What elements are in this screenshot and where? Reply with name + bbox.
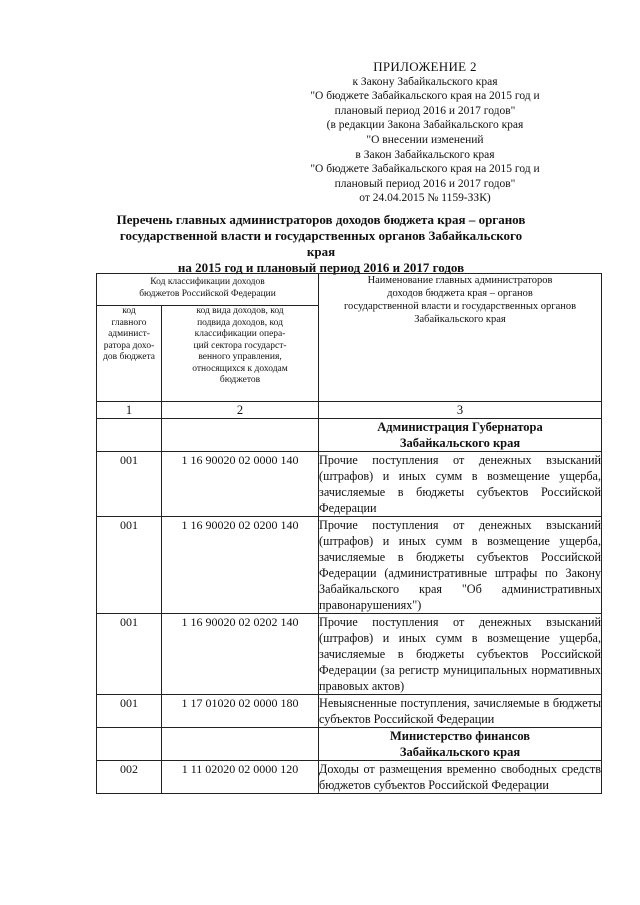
appendix-line: плановый период 2016 и 2017 годов": [334, 104, 516, 117]
admin-code: 001: [97, 452, 162, 517]
revenue-code: 1 17 01020 02 0000 180: [162, 695, 319, 728]
revenue-code: 1 16 90020 02 0000 140: [162, 452, 319, 517]
header-text: главного: [111, 317, 147, 328]
table-header-row: [97, 274, 602, 306]
appendix-line: "О внесении изменений: [366, 133, 484, 146]
appendix-line: в Закон Забайкальского края: [355, 148, 495, 161]
appendix-block: [300, 60, 550, 206]
appendix-line: ПРИЛОЖЕНИЕ 2: [373, 59, 477, 74]
header-text: код вида доходов, код: [196, 306, 284, 316]
column-number: 1: [97, 402, 162, 419]
section-title-line: Министерство финансов: [389, 729, 531, 743]
header-text: код: [122, 306, 136, 316]
column-number: 2: [162, 402, 319, 419]
revenue-name: Доходы от размещения временно свободных средств бюджетов субъектов Российской Федерации: [319, 762, 602, 792]
table-row: [97, 695, 602, 728]
title-line: Перечень главных администраторов доходов бюджета края – органов: [116, 212, 526, 227]
appendix-line: от 24.04.2015 № 1159-ЗЗК): [359, 192, 491, 205]
section-title-line: Администрация Губернатора: [377, 420, 543, 434]
table-row: [97, 761, 602, 794]
header-text: государственной власти и государственных органов: [343, 301, 577, 312]
appendix-line: к Закону Забайкальского края: [352, 75, 498, 88]
section-title: [319, 419, 602, 452]
section-header-row: [97, 419, 602, 452]
appendix-line: плановый период 2016 и 2017 годов": [334, 177, 516, 190]
admin-code: 001: [97, 614, 162, 695]
title-line: на 2015 год и плановый период 2016 и 2017 годов: [177, 260, 465, 275]
table-row: [97, 614, 602, 695]
column-number-row: [97, 402, 602, 419]
revenue-name: Невыясненные поступления, зачисляемые в бюджеты субъектов Российской Федерации: [319, 696, 602, 726]
header-text: доходов бюджета края – органов: [387, 288, 533, 299]
header-col2: [162, 306, 319, 402]
admin-code: 001: [97, 517, 162, 614]
appendix-line: "О бюджете Забайкальского края на 2015 год и: [310, 90, 540, 103]
header-text: бюджетов: [219, 375, 261, 385]
revenue-code: 1 16 90020 02 0202 140: [162, 614, 319, 695]
appendix-line: "О бюджете Забайкальского края на 2015 год и: [310, 163, 540, 176]
section-title: [319, 728, 602, 761]
header-text: дов бюджета: [103, 352, 155, 362]
section-header-row: [97, 728, 602, 761]
header-col3: [319, 274, 602, 402]
revenue-code: 1 16 90020 02 0200 140: [162, 517, 319, 614]
header-col1: [97, 306, 162, 402]
header-text: Наименование главных администраторов: [367, 275, 553, 286]
admin-code: 002: [97, 761, 162, 794]
revenue-name: Прочие поступления от денежных взысканий (штрафов) и иных сумм в возмещение ущерба, зачисляемые в бюджеты субъектов Российской Федерации: [319, 453, 602, 515]
header-text: ратора дохо-: [103, 340, 155, 351]
table-row: [97, 452, 602, 517]
table-row: [97, 517, 602, 614]
header-text: классификации опера-: [194, 329, 286, 339]
appendix-line: (в редакции Закона Забайкальского края: [326, 119, 524, 132]
header-text: Код классификации доходов: [150, 277, 265, 287]
header-text: относящихся к доходам: [192, 363, 288, 374]
section-title-line: Забайкальского края: [399, 745, 521, 759]
header-text: ций сектора государст-: [193, 340, 287, 351]
header-classification-group: [97, 274, 319, 306]
revenue-name: Прочие поступления от денежных взысканий (штрафов) и иных сумм в возмещение ущерба, зачисляемые в бюджеты субъектов Российской Федерации (за регистр муниципальных нормативных правовых актов): [319, 615, 602, 693]
document-title: [108, 212, 534, 276]
title-line: государственной власти и государственных органов Забайкальского края: [119, 228, 523, 259]
header-text: Забайкальского края: [414, 314, 506, 325]
section-title-line: Забайкальского края: [399, 436, 521, 450]
header-text: подвида доходов, код: [197, 317, 283, 328]
admin-code: 001: [97, 695, 162, 728]
revenue-code: 1 11 02020 02 0000 120: [162, 761, 319, 794]
header-text: админист-: [108, 329, 150, 339]
administrators-table: [96, 273, 602, 794]
header-text: венного управления,: [198, 352, 282, 362]
column-number: 3: [319, 402, 602, 419]
header-text: бюджетов Российской Федерации: [139, 288, 276, 299]
revenue-name: Прочие поступления от денежных взысканий (штрафов) и иных сумм в возмещение ущерба, зачисляемые в бюджеты субъектов Российской Федерации (административные штрафы по Закону Забайкальского края "Об административных правонарушениях"): [319, 518, 602, 612]
